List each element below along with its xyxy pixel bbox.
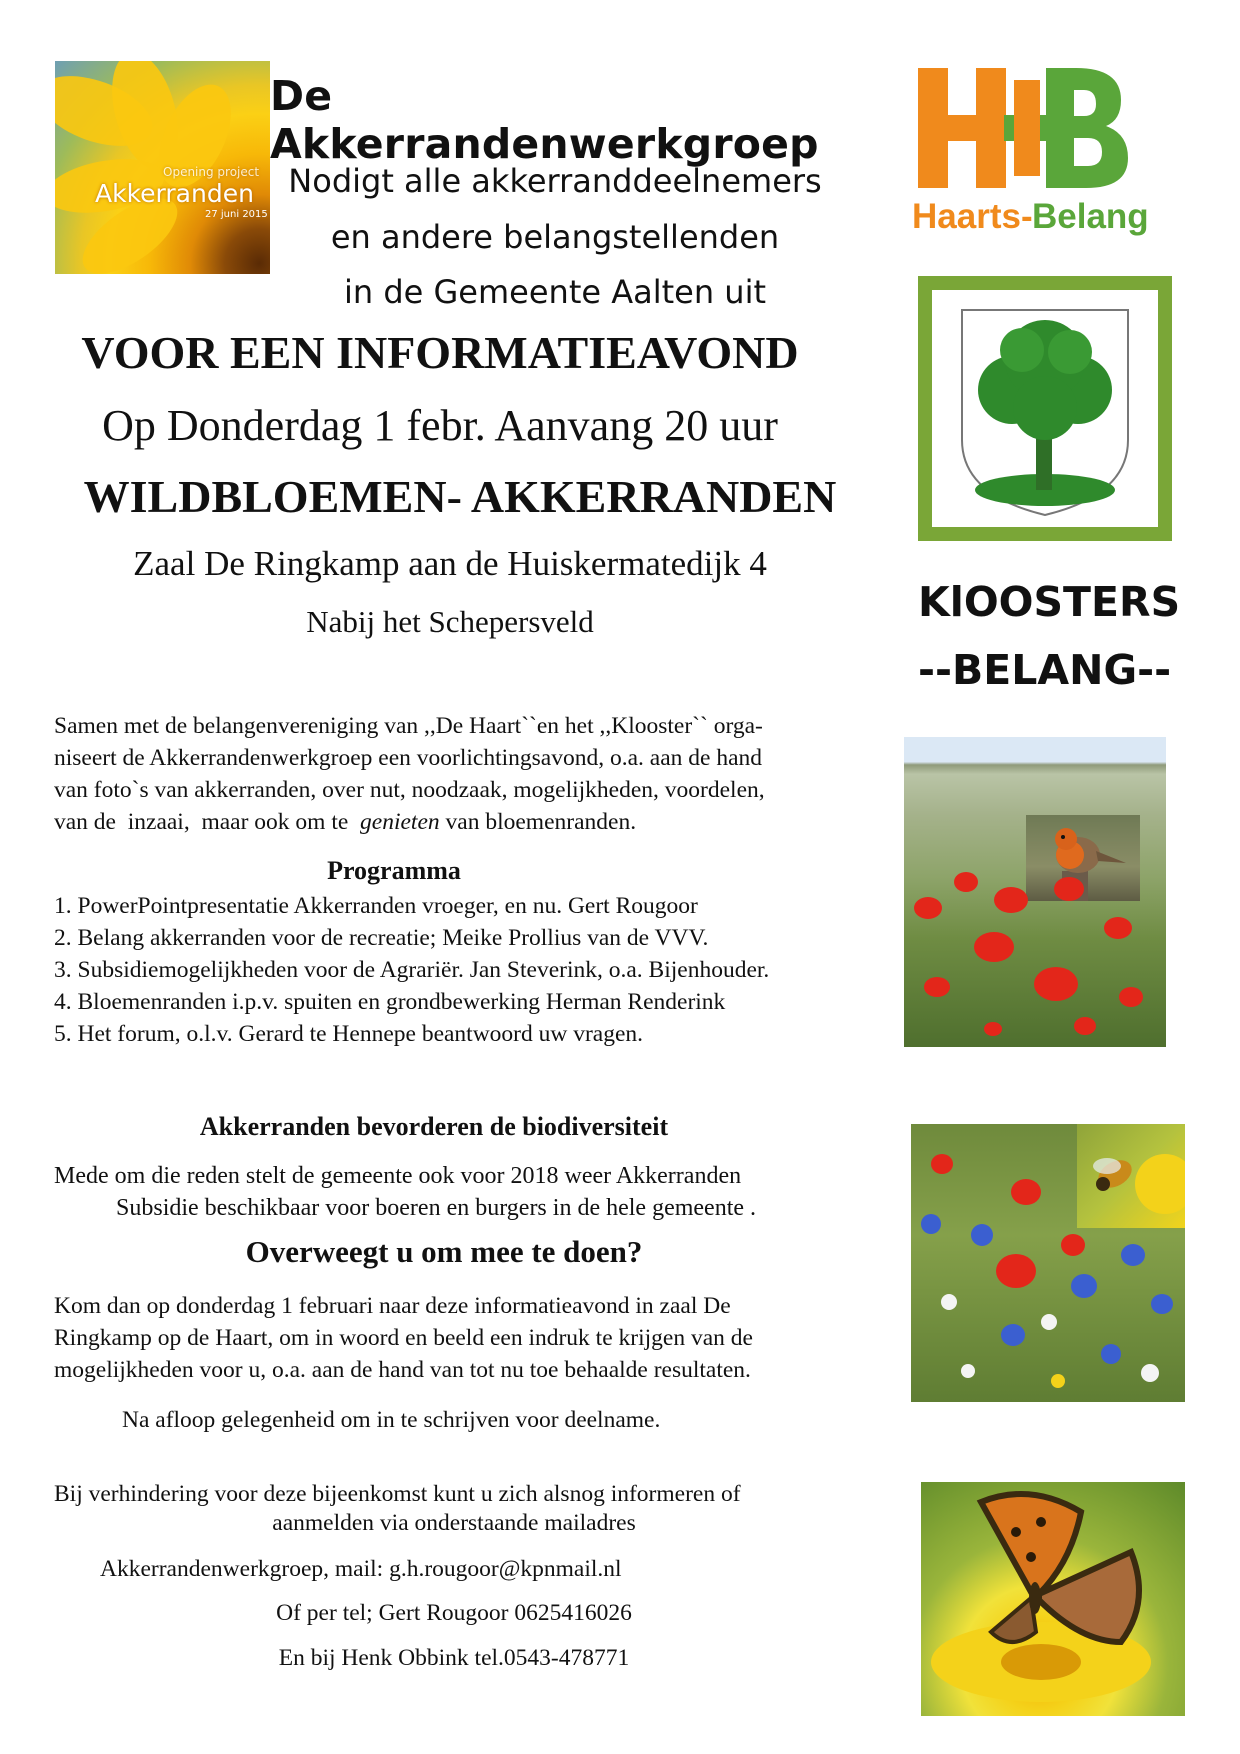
join-after: Na afloop gelegenheid om in te schrijven voor deelname.	[122, 1407, 661, 1433]
join-title: Overweegt u om mee te doen?	[245, 1234, 643, 1269]
intro-line-3: van foto`s van akkerranden, over nut, noodzaak, mogelijkheden, voordelen,	[54, 777, 765, 803]
intro-emphasis: genieten	[360, 809, 440, 835]
kloosters-name: KlOOSTERS	[918, 578, 1181, 626]
join-line-3: mogelijkheden voor u, o.a. aan de hand van tot nu toe behaalde resultaten.	[54, 1357, 751, 1383]
join-paragraph	[54, 1290, 884, 1386]
intro-line-1: Samen met de belangenvereniging van ,,De Haart``en het ,,Klooster`` orga-	[54, 713, 763, 739]
intro-line-4-after: van bloemenranden.	[439, 809, 637, 835]
programma-item: 3. Subsidiemogelijkheden voor de Agrariër. Jan Steverink, o.a. Bijenhouder.	[54, 957, 770, 983]
venue-address: Zaal De Ringkamp aan de Huiskermatedijk 4	[133, 544, 767, 583]
programma-item: 4. Bloemenranden i.p.v. spuiten en grondbewerking Herman Renderink	[54, 989, 726, 1015]
org-title: De Akkerrandenwerkgroep	[270, 72, 819, 168]
hb-name-part1: Haarts-	[912, 197, 1033, 236]
sunflower-caption-small: Opening project	[163, 165, 260, 179]
join-line-2: Ringkamp op de Haart, om in woord en beeld een indruk te krijgen van de	[54, 1325, 753, 1351]
contact-tel-1: Of per tel; Gert Rougoor 0625416026	[276, 1600, 632, 1626]
contact-line-1: Bij verhindering voor deze bijeenkomst kunt u zich alsnog informeren of	[54, 1481, 741, 1507]
sunflower-caption-main: Akkerranden	[95, 179, 254, 208]
meadow-bee-photo	[911, 1124, 1185, 1402]
sunflower-caption-date: 27 juni 2015	[205, 209, 268, 220]
headline-wildbloemen: WILDBLOEMEN- AKKERRANDEN	[83, 471, 837, 522]
biodiversity-title: Akkerranden bevorderen de biodiversiteit	[199, 1112, 669, 1141]
headline-informatieavond: VOOR EEN INFORMATIEAVOND	[81, 327, 799, 378]
headline-date-time: Op Donderdag 1 febr. Aanvang 20 uur	[102, 401, 778, 450]
biodiversity-line-1: Mede om die reden stelt de gemeente ook voor 2018 weer Akkerranden	[54, 1163, 742, 1189]
invite-line-3: in de Gemeente Aalten uit	[343, 273, 767, 311]
invite-line-1: Nodigt alle akkerranddeelnemers	[288, 162, 822, 200]
contact-tel-2: En bij Henk Obbink tel.0543-478771	[278, 1645, 630, 1671]
programma-item: 5. Het forum, o.l.v. Gerard te Hennepe beantwoord uw vragen.	[54, 1021, 644, 1047]
programma-item: 2. Belang akkerranden voor de recreatie; Meike Prollius van de VVV.	[54, 925, 709, 951]
contact-mail-text: Akkerrandenwerkgroep, mail: g.h.rougoor@kpnmail.nl	[100, 1556, 622, 1582]
intro-paragraph	[54, 710, 864, 838]
bee-inset	[1077, 1124, 1185, 1228]
sunflower-photo	[55, 61, 270, 274]
butterfly-on-flower-photo	[921, 1482, 1185, 1716]
join-line-1: Kom dan op donderdag 1 februari naar deze informatieavond in zaal De	[54, 1293, 731, 1319]
contact-mail	[100, 1556, 860, 1583]
intro-line-4	[54, 806, 864, 838]
invite-line-2: en andere belangstellenden	[330, 218, 780, 256]
programma-item: 1. PowerPointpresentatie Akkerranden vroeger, en nu. Gert Rougoor	[54, 893, 698, 919]
haarts-belang-logo	[906, 60, 1156, 255]
biodiversity-line-2: Subsidie beschikbaar voor boeren en burgers in de hele gemeente .	[116, 1195, 757, 1221]
programma-title: Programma	[327, 856, 461, 885]
hb-name-part2: Belang	[1032, 197, 1149, 236]
programma-list	[54, 890, 884, 1050]
intro-line-2: niseert de Akkerrandenwerkgroep een voorlichtingsavond, o.a. aan de hand	[54, 745, 763, 771]
wildflower-field-robin-photo	[904, 737, 1166, 1047]
venue-nearby: Nabij het Schepersveld	[306, 604, 594, 639]
intro-line-4-before: van de inzaai, maar ook om te	[54, 809, 361, 835]
kloosters-belang: --BELANG--	[918, 646, 1172, 694]
contact-line-2: aanmelden via onderstaande mailadres	[272, 1510, 636, 1536]
tree-crest-logo	[918, 276, 1172, 541]
